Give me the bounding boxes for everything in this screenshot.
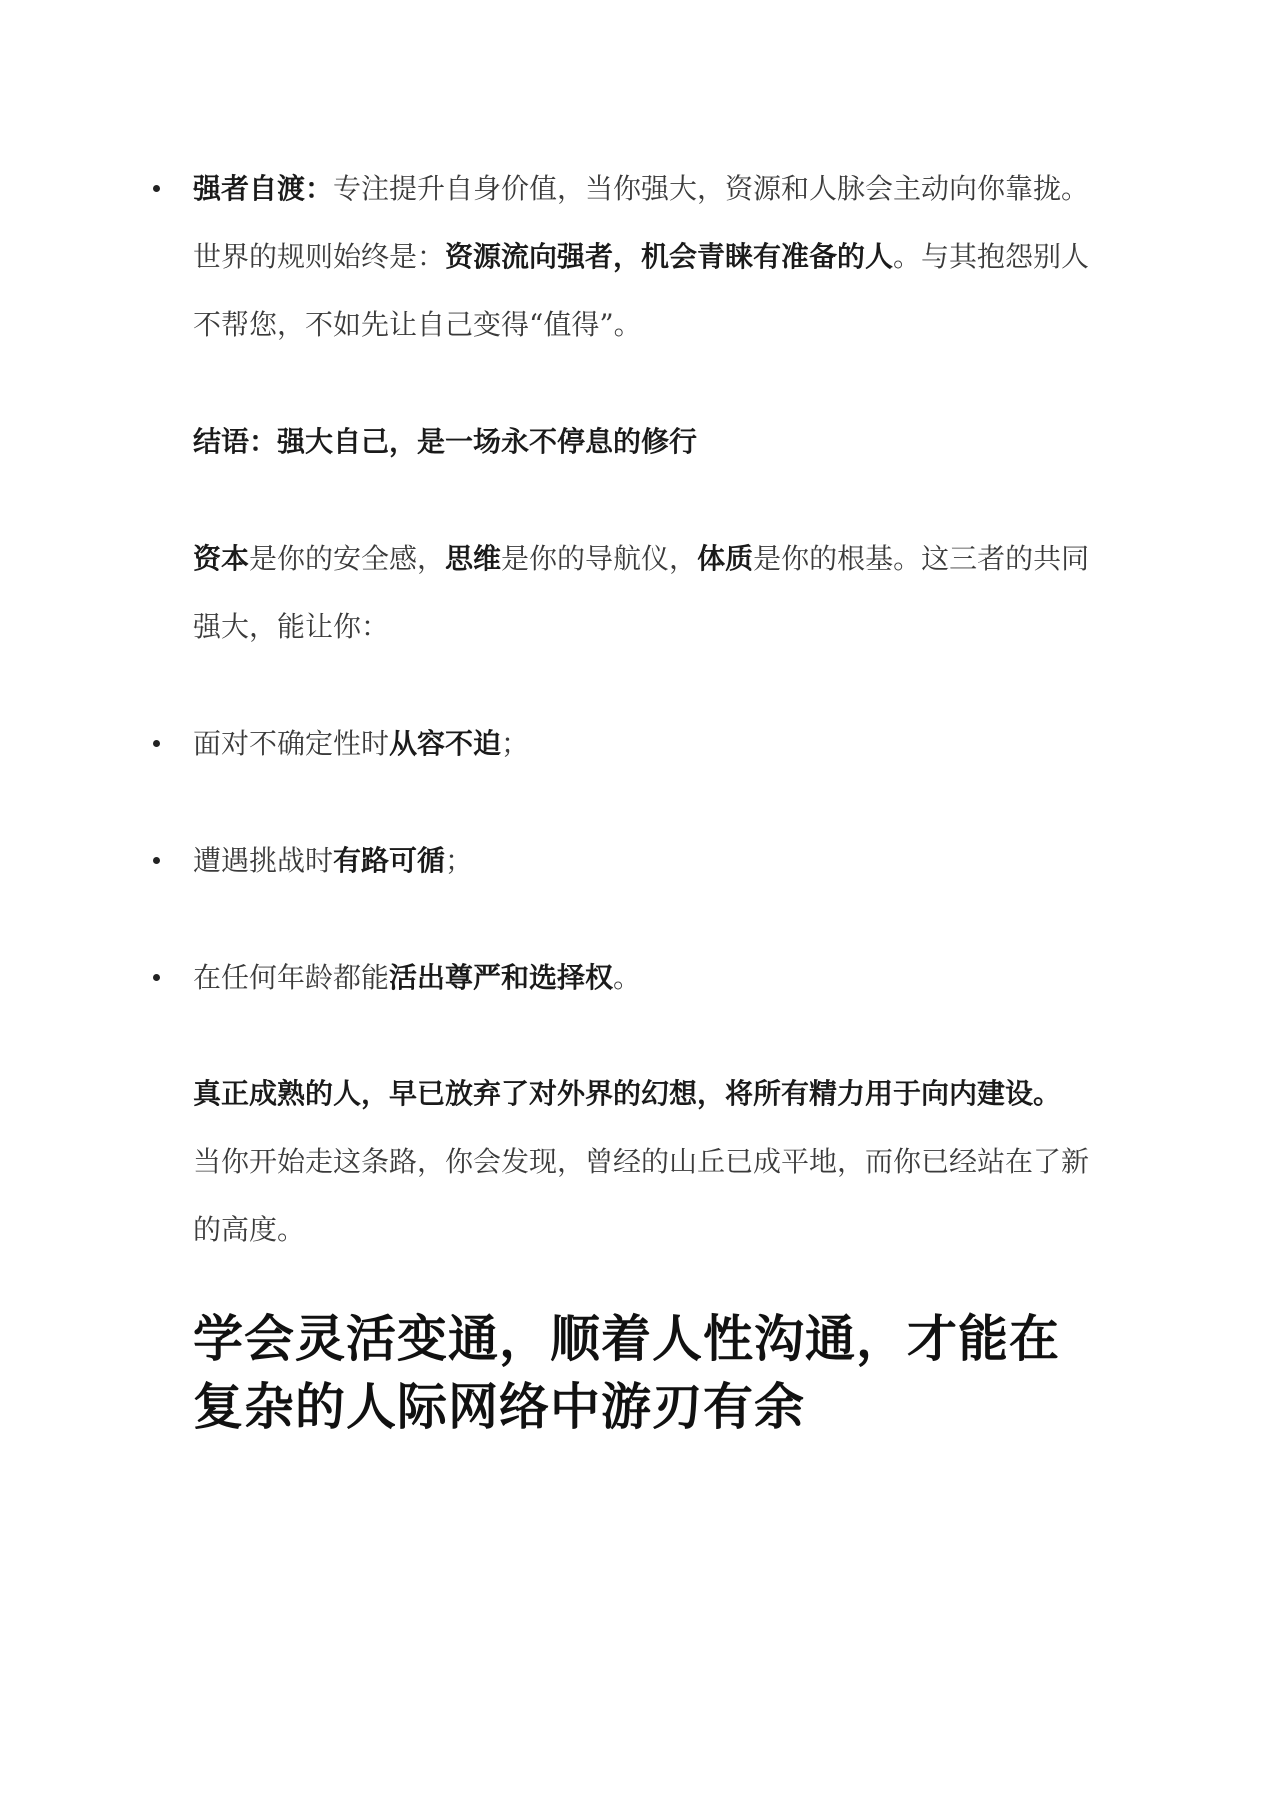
- bullet-dot: [153, 974, 160, 981]
- bullet-text-end: 。与其抱怨别人不帮您，不如先让自己变得“值得”。: [193, 240, 1090, 341]
- bullet-text: 专注提升自身价值，当你强大，资源和人脉会主动向你靠拢。世界的规则始终是：: [193, 172, 1090, 273]
- list-item-text: 面对不确定性时: [193, 727, 390, 760]
- bullet-bold-text: 资源流向强者，机会青睐有准备的人: [445, 240, 894, 273]
- list-item-end: ；: [501, 727, 530, 760]
- bullet-dot: [153, 740, 160, 747]
- list-item-text: 遭遇挑战时: [193, 844, 334, 877]
- list-item-end: 。: [613, 961, 642, 994]
- bullet-dot: [153, 185, 160, 192]
- list-item: [193, 710, 1093, 778]
- list-item: [193, 827, 1093, 895]
- bullet-dot: [153, 857, 160, 864]
- closing-bold: 真正成熟的人，早已放弃了对外界的幻想，将所有精力用于向内建设。: [193, 1077, 1062, 1110]
- summary-paragraph: [193, 525, 1093, 661]
- summary-text-2: 是你的导航仪，: [501, 542, 698, 575]
- list-item-text: 在任何年龄都能: [193, 961, 390, 994]
- section-heading: 学会灵活变通，顺着人性沟通，才能在复杂的人际网络中游刃有余: [193, 1310, 1060, 1436]
- list-item-bold: 有路可循: [333, 844, 446, 877]
- closing-paragraph: [193, 1060, 1093, 1264]
- list-item: [193, 944, 1093, 1012]
- conclusion-title: 结语：强大自己，是一场永不停息的修行: [193, 425, 698, 458]
- list-item-bold: 从容不迫: [389, 727, 502, 760]
- summary-bold-physique: 体质: [697, 542, 754, 575]
- list-item-bold: 活出尊严和选择权: [389, 961, 614, 994]
- summary-text-3: 是你的根基。这三者的共同强大，能让你：: [193, 542, 1090, 643]
- summary-text-1: 是你的安全感，: [249, 542, 446, 575]
- list-item-end: ；: [445, 844, 474, 877]
- closing-text: 当你开始走这条路，你会发现，曾经的山丘已成平地，而你已经站在了新的高度。: [193, 1145, 1090, 1246]
- summary-bold-thinking: 思维: [445, 542, 502, 575]
- bullet-label: 强者自渡：: [193, 172, 334, 205]
- bullet-strong-self: [193, 155, 1093, 359]
- summary-bold-capital: 资本: [193, 542, 250, 575]
